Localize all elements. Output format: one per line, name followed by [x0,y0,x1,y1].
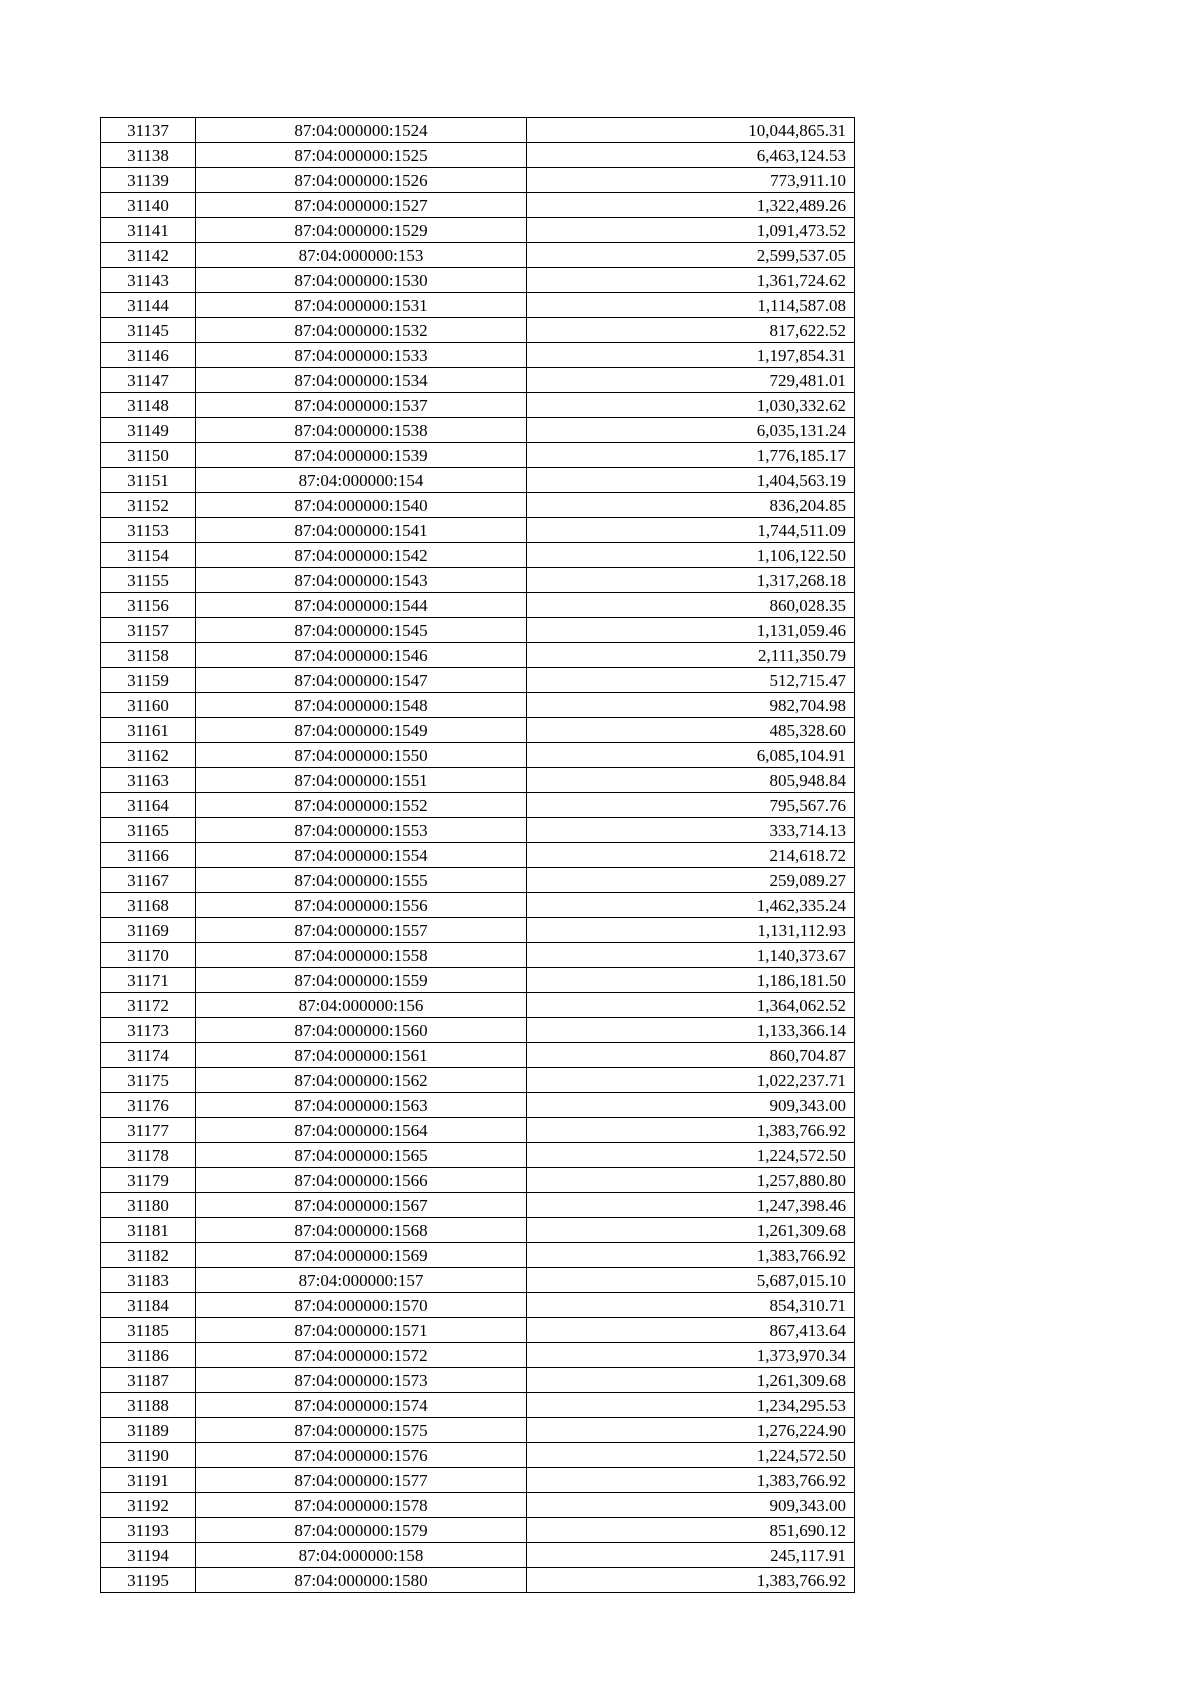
cadastral-code-cell: 87:04:000000:1546 [196,643,527,668]
table-row [101,1093,855,1118]
row-number-cell: 31152 [101,493,196,518]
value-cell: 1,261,309.68 [527,1218,855,1243]
row-number-cell: 31179 [101,1168,196,1193]
value-cell: 6,035,131.24 [527,418,855,443]
value-cell: 1,364,062.52 [527,993,855,1018]
table-row [101,568,855,593]
row-number-cell: 31180 [101,1193,196,1218]
value-cell: 1,186,181.50 [527,968,855,993]
cadastral-code-cell: 87:04:000000:1539 [196,443,527,468]
value-cell: 795,567.76 [527,793,855,818]
row-number-cell: 31176 [101,1093,196,1118]
cadastral-code-cell: 87:04:000000:1552 [196,793,527,818]
table-row [101,468,855,493]
table-row [101,1443,855,1468]
value-cell: 333,714.13 [527,818,855,843]
table-row [101,543,855,568]
value-cell: 245,117.91 [527,1543,855,1568]
value-cell: 6,463,124.53 [527,143,855,168]
value-cell: 1,224,572.50 [527,1143,855,1168]
table-row [101,118,855,143]
cadastral-code-cell: 87:04:000000:1526 [196,168,527,193]
cadastral-code-cell: 87:04:000000:1559 [196,968,527,993]
table-row [101,718,855,743]
cadastral-code-cell: 87:04:000000:153 [196,243,527,268]
cadastral-code-cell: 87:04:000000:1555 [196,868,527,893]
cadastral-code-cell: 87:04:000000:1524 [196,118,527,143]
cadastral-code-cell: 87:04:000000:1541 [196,518,527,543]
cadastral-code-cell: 87:04:000000:1549 [196,718,527,743]
table-row [101,1168,855,1193]
cadastral-code-cell: 87:04:000000:1537 [196,393,527,418]
value-cell: 982,704.98 [527,693,855,718]
table-row [101,518,855,543]
row-number-cell: 31162 [101,743,196,768]
table-row [101,418,855,443]
cadastral-code-cell: 87:04:000000:1574 [196,1393,527,1418]
table-row [101,1143,855,1168]
value-cell: 836,204.85 [527,493,855,518]
row-number-cell: 31157 [101,618,196,643]
table-row [101,193,855,218]
table-row [101,1393,855,1418]
value-cell: 1,317,268.18 [527,568,855,593]
table-row [101,1468,855,1493]
value-cell: 1,131,059.46 [527,618,855,643]
table-row [101,168,855,193]
data-table [100,117,855,1593]
value-cell: 1,131,112.93 [527,918,855,943]
table-row [101,1543,855,1568]
cadastral-code-cell: 87:04:000000:1554 [196,843,527,868]
cadastral-code-cell: 87:04:000000:1538 [196,418,527,443]
cadastral-code-cell: 87:04:000000:1548 [196,693,527,718]
value-cell: 1,383,766.92 [527,1568,855,1593]
table-row [101,1518,855,1543]
cadastral-code-cell: 87:04:000000:1543 [196,568,527,593]
cadastral-code-cell: 87:04:000000:1547 [196,668,527,693]
table-row [101,143,855,168]
row-number-cell: 31170 [101,943,196,968]
table-row [101,293,855,318]
cadastral-code-cell: 87:04:000000:1573 [196,1368,527,1393]
value-cell: 729,481.01 [527,368,855,393]
cadastral-code-cell: 87:04:000000:1525 [196,143,527,168]
table-row [101,768,855,793]
value-cell: 10,044,865.31 [527,118,855,143]
cadastral-code-cell: 87:04:000000:1562 [196,1068,527,1093]
cadastral-code-cell: 87:04:000000:1553 [196,818,527,843]
cadastral-code-cell: 87:04:000000:157 [196,1268,527,1293]
value-cell: 2,111,350.79 [527,643,855,668]
row-number-cell: 31140 [101,193,196,218]
cadastral-code-cell: 87:04:000000:1560 [196,1018,527,1043]
value-cell: 1,257,880.80 [527,1168,855,1193]
table-row [101,1568,855,1593]
row-number-cell: 31194 [101,1543,196,1568]
cadastral-code-cell: 87:04:000000:1563 [196,1093,527,1118]
cadastral-code-cell: 87:04:000000:1576 [196,1443,527,1468]
row-number-cell: 31143 [101,268,196,293]
table-row [101,943,855,968]
value-cell: 1,361,724.62 [527,268,855,293]
table-row [101,1193,855,1218]
cadastral-code-cell: 87:04:000000:1579 [196,1518,527,1543]
cadastral-code-cell: 87:04:000000:1571 [196,1318,527,1343]
value-cell: 1,404,563.19 [527,468,855,493]
value-cell: 1,276,224.90 [527,1418,855,1443]
value-cell: 1,776,185.17 [527,443,855,468]
row-number-cell: 31167 [101,868,196,893]
row-number-cell: 31160 [101,693,196,718]
row-number-cell: 31161 [101,718,196,743]
table-row [101,1268,855,1293]
value-cell: 259,089.27 [527,868,855,893]
value-cell: 1,462,335.24 [527,893,855,918]
value-cell: 1,106,122.50 [527,543,855,568]
row-number-cell: 31171 [101,968,196,993]
cadastral-code-cell: 87:04:000000:156 [196,993,527,1018]
cadastral-code-cell: 87:04:000000:1572 [196,1343,527,1368]
value-cell: 867,413.64 [527,1318,855,1343]
table-row [101,1343,855,1368]
table-row [101,268,855,293]
cadastral-code-cell: 87:04:000000:1527 [196,193,527,218]
row-number-cell: 31178 [101,1143,196,1168]
value-cell: 1,383,766.92 [527,1468,855,1493]
row-number-cell: 31173 [101,1018,196,1043]
cadastral-code-cell: 87:04:000000:1550 [196,743,527,768]
cadastral-code-cell: 87:04:000000:1569 [196,1243,527,1268]
value-cell: 5,687,015.10 [527,1268,855,1293]
row-number-cell: 31149 [101,418,196,443]
row-number-cell: 31181 [101,1218,196,1243]
table-row [101,1243,855,1268]
row-number-cell: 31158 [101,643,196,668]
cadastral-code-cell: 87:04:000000:1551 [196,768,527,793]
table-row [101,1118,855,1143]
cadastral-code-cell: 87:04:000000:1530 [196,268,527,293]
table-row [101,693,855,718]
row-number-cell: 31175 [101,1068,196,1093]
table-row [101,218,855,243]
table-row [101,818,855,843]
value-cell: 1,197,854.31 [527,343,855,368]
table-row [101,1043,855,1068]
cadastral-code-cell: 87:04:000000:1558 [196,943,527,968]
row-number-cell: 31164 [101,793,196,818]
row-number-cell: 31141 [101,218,196,243]
table-row [101,1018,855,1043]
table-row [101,1493,855,1518]
table-row [101,243,855,268]
table-row [101,668,855,693]
row-number-cell: 31148 [101,393,196,418]
cadastral-code-cell: 87:04:000000:1577 [196,1468,527,1493]
row-number-cell: 31192 [101,1493,196,1518]
row-number-cell: 31184 [101,1293,196,1318]
cadastral-code-cell: 87:04:000000:1545 [196,618,527,643]
row-number-cell: 31163 [101,768,196,793]
table-row [101,1068,855,1093]
table-row [101,968,855,993]
row-number-cell: 31190 [101,1443,196,1468]
row-number-cell: 31165 [101,818,196,843]
row-number-cell: 31159 [101,668,196,693]
row-number-cell: 31137 [101,118,196,143]
value-cell: 1,022,237.71 [527,1068,855,1093]
row-number-cell: 31150 [101,443,196,468]
cadastral-code-cell: 87:04:000000:1568 [196,1218,527,1243]
value-cell: 773,911.10 [527,168,855,193]
value-cell: 1,373,970.34 [527,1343,855,1368]
value-cell: 2,599,537.05 [527,243,855,268]
row-number-cell: 31195 [101,1568,196,1593]
value-cell: 851,690.12 [527,1518,855,1543]
cadastral-code-cell: 87:04:000000:1561 [196,1043,527,1068]
row-number-cell: 31187 [101,1368,196,1393]
row-number-cell: 31193 [101,1518,196,1543]
value-cell: 1,140,373.67 [527,943,855,968]
value-cell: 1,224,572.50 [527,1443,855,1468]
row-number-cell: 31154 [101,543,196,568]
table-row [101,493,855,518]
cadastral-code-cell: 87:04:000000:1557 [196,918,527,943]
row-number-cell: 31145 [101,318,196,343]
cadastral-code-cell: 87:04:000000:1529 [196,218,527,243]
cadastral-code-cell: 87:04:000000:1534 [196,368,527,393]
table-row [101,1293,855,1318]
row-number-cell: 31174 [101,1043,196,1068]
row-number-cell: 31183 [101,1268,196,1293]
row-number-cell: 31138 [101,143,196,168]
row-number-cell: 31155 [101,568,196,593]
value-cell: 6,085,104.91 [527,743,855,768]
row-number-cell: 31147 [101,368,196,393]
table-row [101,593,855,618]
value-cell: 1,383,766.92 [527,1118,855,1143]
value-cell: 1,261,309.68 [527,1368,855,1393]
table-row [101,918,855,943]
cadastral-code-cell: 87:04:000000:1533 [196,343,527,368]
table-row [101,893,855,918]
row-number-cell: 31169 [101,918,196,943]
table-row [101,618,855,643]
row-number-cell: 31139 [101,168,196,193]
value-cell: 817,622.52 [527,318,855,343]
table-row [101,318,855,343]
row-number-cell: 31189 [101,1418,196,1443]
table-row [101,1218,855,1243]
table-row [101,1318,855,1343]
row-number-cell: 31153 [101,518,196,543]
value-cell: 1,234,295.53 [527,1393,855,1418]
table-row [101,1368,855,1393]
cadastral-code-cell: 87:04:000000:1556 [196,893,527,918]
row-number-cell: 31177 [101,1118,196,1143]
table-row [101,793,855,818]
value-cell: 485,328.60 [527,718,855,743]
value-cell: 860,028.35 [527,593,855,618]
row-number-cell: 31146 [101,343,196,368]
value-cell: 1,744,511.09 [527,518,855,543]
row-number-cell: 31166 [101,843,196,868]
cadastral-code-cell: 87:04:000000:1564 [196,1118,527,1143]
cadastral-code-cell: 87:04:000000:1540 [196,493,527,518]
value-cell: 1,030,332.62 [527,393,855,418]
row-number-cell: 31168 [101,893,196,918]
cadastral-code-cell: 87:04:000000:1566 [196,1168,527,1193]
row-number-cell: 31142 [101,243,196,268]
value-cell: 1,133,366.14 [527,1018,855,1043]
cadastral-code-cell: 87:04:000000:1542 [196,543,527,568]
value-cell: 1,322,489.26 [527,193,855,218]
table-body [101,118,855,1593]
value-cell: 854,310.71 [527,1293,855,1318]
row-number-cell: 31186 [101,1343,196,1368]
row-number-cell: 31156 [101,593,196,618]
value-cell: 1,091,473.52 [527,218,855,243]
row-number-cell: 31172 [101,993,196,1018]
table-row [101,643,855,668]
table-row [101,1418,855,1443]
value-cell: 909,343.00 [527,1493,855,1518]
value-cell: 909,343.00 [527,1093,855,1118]
row-number-cell: 31144 [101,293,196,318]
value-cell: 512,715.47 [527,668,855,693]
cadastral-code-cell: 87:04:000000:1567 [196,1193,527,1218]
table-row [101,443,855,468]
table-row [101,743,855,768]
table-row [101,343,855,368]
cadastral-code-cell: 87:04:000000:1544 [196,593,527,618]
row-number-cell: 31185 [101,1318,196,1343]
cadastral-code-cell: 87:04:000000:1580 [196,1568,527,1593]
table-row [101,868,855,893]
cadastral-code-cell: 87:04:000000:1532 [196,318,527,343]
row-number-cell: 31191 [101,1468,196,1493]
cadastral-code-cell: 87:04:000000:154 [196,468,527,493]
value-cell: 214,618.72 [527,843,855,868]
value-cell: 860,704.87 [527,1043,855,1068]
value-cell: 1,383,766.92 [527,1243,855,1268]
table-row [101,393,855,418]
value-cell: 1,247,398.46 [527,1193,855,1218]
cadastral-code-cell: 87:04:000000:1575 [196,1418,527,1443]
cadastral-code-cell: 87:04:000000:1531 [196,293,527,318]
cadastral-code-cell: 87:04:000000:1565 [196,1143,527,1168]
table-row [101,843,855,868]
cadastral-code-cell: 87:04:000000:1578 [196,1493,527,1518]
table-row [101,368,855,393]
row-number-cell: 31151 [101,468,196,493]
value-cell: 1,114,587.08 [527,293,855,318]
cadastral-code-cell: 87:04:000000:158 [196,1543,527,1568]
cadastral-code-cell: 87:04:000000:1570 [196,1293,527,1318]
table-row [101,993,855,1018]
value-cell: 805,948.84 [527,768,855,793]
row-number-cell: 31188 [101,1393,196,1418]
row-number-cell: 31182 [101,1243,196,1268]
